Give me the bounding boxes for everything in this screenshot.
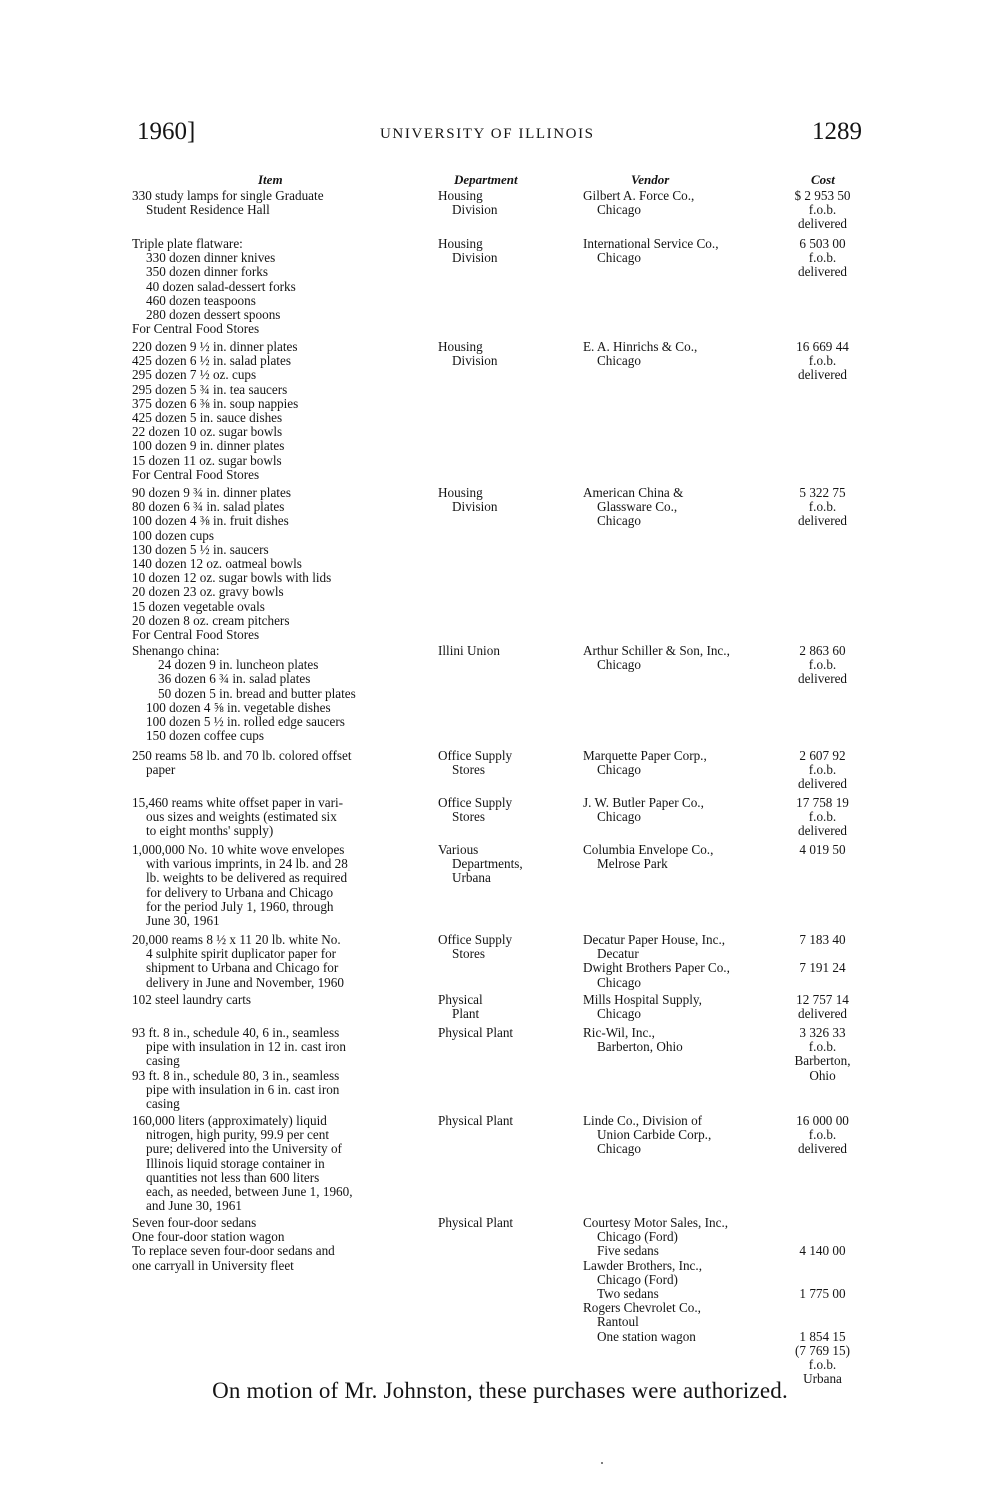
department-cell-line: Housing	[438, 188, 483, 203]
item-description-line: 295 dozen 5 ¾ in. tea saucers	[132, 381, 288, 397]
cost-cell	[780, 993, 865, 1021]
vendor-cell	[583, 993, 783, 1021]
vendor-cell	[583, 340, 783, 368]
item-description	[132, 796, 432, 839]
vendor-cell	[583, 1114, 783, 1157]
vendor-cell-line: One station wagon	[597, 1328, 696, 1344]
cost-cell-line: $ 2 953 50	[794, 188, 851, 203]
item-description-line: 20 dozen 8 oz. cream pitchers	[132, 612, 290, 628]
item-description-line: with various imprints, in 24 lb. and 28	[146, 856, 348, 872]
item-description-line: Seven four-door sedans	[132, 1215, 257, 1230]
vendor-cell-line: Chicago	[597, 657, 641, 673]
item-description-line: For Central Food Stores	[132, 466, 260, 482]
vendor-cell-line: Union Carbide Corp.,	[597, 1127, 712, 1143]
item-description	[132, 1026, 432, 1111]
cost-cell-line: Urbana	[803, 1371, 842, 1387]
vendor-cell-line: J. W. Butler Paper Co.,	[583, 795, 704, 810]
item-description-line: Illinois liquid storage container in	[146, 1155, 325, 1171]
cost-cell-line: f.o.b.	[808, 250, 837, 266]
item-description-line: each, as needed, between June 1, 1960,	[146, 1183, 353, 1199]
cost-cell-line: 5 322 75	[799, 485, 846, 500]
cost-cell-line: 1 775 00	[799, 1285, 846, 1301]
department-cell	[438, 189, 578, 217]
item-description-line: lb. weights to be delivered as required	[146, 870, 348, 886]
vendor-cell-line: Dwight Brothers Paper Co.,	[583, 960, 730, 976]
department-cell	[438, 1026, 578, 1040]
cost-cell-line: 2 607 92	[799, 748, 846, 763]
item-description-line: casing	[146, 1053, 180, 1069]
item-description-line: 100 dozen 5 ½ in. rolled edge saucers	[146, 713, 345, 729]
vendor-cell-line: Chicago	[597, 1006, 641, 1022]
vendor-cell-line: Chicago	[597, 809, 641, 825]
cost-cell-line: 1 854 15	[799, 1328, 846, 1344]
column-header-vendor: Vendor	[631, 172, 670, 187]
cost-cell-line: delivered	[797, 264, 848, 280]
vendor-cell-line: Chicago	[597, 762, 641, 778]
cost-cell-line: 4 140 00	[799, 1243, 846, 1259]
column-header-department: Department	[454, 172, 518, 187]
cost-cell-line: delivered	[797, 1141, 848, 1157]
item-description-line: 425 dozen 6 ½ in. salad plates	[132, 353, 291, 369]
vendor-cell-line: Five sedans	[597, 1243, 659, 1259]
vendor-cell	[583, 749, 783, 777]
item-description	[132, 189, 432, 217]
department-cell-line: Departments,	[452, 856, 523, 872]
cost-cell-line: Barberton,	[794, 1053, 851, 1069]
item-description-line: 15 dozen 11 oz. sugar bowls	[132, 452, 282, 468]
item-description-line: casing	[146, 1095, 180, 1111]
item-description	[132, 340, 432, 482]
vendor-cell	[583, 189, 783, 217]
item-description-line: 425 dozen 5 in. sauce dishes	[132, 409, 283, 425]
vendor-cell-line: Chicago	[597, 1141, 641, 1157]
item-description-line: 140 dozen 12 oz. oatmeal bowls	[132, 555, 302, 571]
item-description-line: Student Residence Hall	[146, 202, 270, 218]
vendor-cell-line: American China &	[583, 485, 684, 500]
cost-cell-line: delivered	[797, 776, 848, 792]
vendor-cell	[583, 644, 783, 672]
vendor-cell-line: Ric-Wil, Inc.,	[583, 1025, 655, 1040]
item-description	[132, 1114, 432, 1213]
cost-cell-line: delivered	[797, 513, 848, 529]
item-description-line: 150 dozen coffee cups	[146, 728, 265, 744]
cost-cell-line: f.o.b.	[808, 1039, 837, 1055]
item-description-line: quantities not less than 600 liters	[146, 1169, 320, 1185]
department-cell-line: Physical Plant	[438, 1113, 514, 1128]
item-description-line: 460 dozen teaspoons	[146, 292, 256, 308]
item-description-line: June 30, 1961	[146, 912, 220, 928]
item-description-line: pipe with insulation in 6 in. cast iron	[146, 1081, 340, 1097]
item-description-line: 330 study lamps for single Graduate	[132, 188, 324, 203]
department-cell-line: Division	[452, 250, 498, 266]
item-description-line: 220 dozen 9 ½ in. dinner plates	[132, 339, 298, 354]
vendor-cell	[583, 237, 783, 265]
item-description-line: nitrogen, high purity, 99.9 per cent	[146, 1127, 329, 1143]
department-cell-line: Stores	[452, 762, 485, 778]
item-description-line: Triple plate flatware:	[132, 236, 243, 251]
item-description	[132, 749, 432, 777]
item-description-line: 250 reams 58 lb. and 70 lb. colored offset	[132, 748, 352, 763]
item-description-line: ous sizes and weights (estimated six	[146, 809, 337, 825]
cost-cell-line	[780, 976, 865, 990]
cost-cell	[780, 843, 865, 857]
cost-cell	[780, 796, 865, 839]
vendor-cell	[583, 796, 783, 824]
cost-cell-line: 4 019 50	[799, 842, 846, 857]
item-description-line: 22 dozen 10 oz. sugar bowls	[132, 424, 283, 440]
cost-cell	[780, 237, 865, 280]
cost-cell-line: 3 326 33	[799, 1025, 846, 1040]
cost-cell-line: 2 863 60	[799, 643, 846, 658]
cost-cell-line: f.o.b.	[808, 809, 837, 825]
item-description-line: to eight months' supply)	[146, 823, 274, 839]
department-cell-line: Illini Union	[438, 643, 500, 658]
cost-cell	[780, 1026, 865, 1083]
cost-cell-line: 12 757 14	[796, 992, 849, 1007]
cost-cell	[780, 933, 865, 990]
item-description-line: 80 dozen 6 ¾ in. salad plates	[132, 499, 285, 515]
item-description-line: To replace seven four-door sedans and	[132, 1243, 335, 1259]
department-cell-line: Stores	[452, 946, 485, 962]
department-cell	[438, 749, 578, 777]
department-cell-line: Division	[452, 202, 498, 218]
cost-cell-line: delivered	[797, 216, 848, 232]
item-description-line: 100 dozen 9 in. dinner plates	[132, 438, 285, 454]
print-speck	[601, 1462, 603, 1464]
item-description-line: 93 ft. 8 in., schedule 40, 6 in., seamless	[132, 1025, 340, 1040]
motion-statement: On motion of Mr. Johnston, these purchases were authorized.	[212, 1378, 788, 1403]
vendor-cell	[583, 1026, 783, 1054]
department-cell	[438, 1216, 578, 1230]
cost-cell-line: f.o.b.	[808, 657, 837, 673]
cost-cell	[780, 644, 865, 687]
item-description-line: 160,000 liters (approximately) liquid	[132, 1113, 327, 1128]
vendor-cell-line: Linde Co., Division of	[583, 1113, 703, 1128]
department-cell-line: Physical Plant	[438, 1215, 514, 1230]
vendor-cell-line: Chicago	[597, 250, 641, 266]
vendor-cell-line: International Service Co.,	[583, 236, 719, 251]
item-description-line: 100 dozen 4 ⅝ in. vegetable dishes	[146, 699, 331, 715]
item-description-line: 100 dozen cups	[132, 527, 215, 543]
item-description-line: 36 dozen 6 ¾ in. salad plates	[158, 671, 311, 687]
cost-cell	[780, 749, 865, 792]
item-description-line: 24 dozen 9 in. luncheon plates	[158, 657, 319, 673]
cost-cell-line: f.o.b.	[808, 353, 837, 369]
department-cell-line: Office Supply	[438, 932, 513, 947]
cost-cell-line: 7 191 24	[799, 960, 846, 976]
item-description-line: for the period July 1, 1960, through	[146, 898, 334, 914]
item-description-line: 330 dozen dinner knives	[146, 250, 276, 266]
department-cell-line: Division	[452, 499, 498, 515]
item-description	[132, 993, 432, 1007]
cost-cell-line: 16 000 00	[796, 1113, 849, 1128]
vendor-cell-line: Melrose Park	[597, 856, 668, 872]
item-description	[132, 933, 432, 990]
item-description-line: Shenango china:	[132, 643, 220, 658]
cost-cell-line: f.o.b.	[808, 202, 837, 218]
cost-cell-line	[780, 1273, 865, 1287]
cost-cell-line: 16 669 44	[796, 339, 849, 354]
vendor-cell-line: Marquette Paper Corp.,	[583, 748, 707, 763]
department-cell-line: Office Supply	[438, 795, 513, 810]
item-description-line: 1,000,000 No. 10 white wove envelopes	[132, 842, 345, 857]
vendor-cell-line: Chicago (Ford)	[597, 1271, 678, 1287]
item-description	[132, 486, 432, 642]
vendor-cell-line: Courtesy Motor Sales, Inc.,	[583, 1215, 729, 1230]
item-description-line: shipment to Urbana and Chicago for	[146, 960, 339, 976]
department-cell-line: Physical Plant	[438, 1025, 514, 1040]
item-description-line: 15 dozen vegetable ovals	[132, 598, 265, 614]
department-cell	[438, 340, 578, 368]
cost-cell-line	[780, 947, 865, 961]
cost-cell-line	[780, 1315, 865, 1329]
vendor-cell-line: Rogers Chevrolet Co.,	[583, 1300, 701, 1316]
cost-cell-line: 7 183 40	[799, 932, 846, 947]
vendor-cell-line: Two sedans	[597, 1285, 659, 1301]
cost-cell-line: 6 503 00	[799, 236, 846, 251]
item-description-line: 350 dozen dinner forks	[146, 264, 268, 280]
cost-cell-line	[780, 1301, 865, 1315]
cost-cell-line: delivered	[797, 367, 848, 383]
item-description-line: 130 dozen 5 ½ in. saucers	[132, 541, 269, 557]
item-description-line: for delivery to Urbana and Chicago	[146, 884, 334, 900]
department-cell-line: Urbana	[452, 870, 491, 886]
vendor-cell-line: Chicago (Ford)	[597, 1229, 678, 1245]
item-description-line: paper	[146, 762, 176, 778]
header-page-number: 1289	[812, 118, 862, 145]
item-description-line: 20 dozen 23 oz. gravy bowls	[132, 584, 284, 600]
cost-cell-line	[780, 1216, 865, 1230]
cost-cell-line: Ohio	[809, 1067, 836, 1083]
department-cell	[438, 237, 578, 265]
cost-cell-line: delivered	[797, 823, 848, 839]
department-cell	[438, 486, 578, 514]
item-description-line: For Central Food Stores	[132, 626, 260, 642]
vendor-cell-line: Chicago	[597, 202, 641, 218]
cost-cell	[780, 189, 865, 232]
column-header-item: Item	[258, 172, 283, 187]
item-description-line: 295 dozen 7 ½ oz. cups	[132, 367, 257, 383]
vendor-cell-line: Chicago	[597, 513, 641, 529]
cost-cell	[780, 486, 865, 529]
header-year: 1960]	[137, 118, 196, 145]
item-description-line: 93 ft. 8 in., schedule 80, 3 in., seamless	[132, 1067, 340, 1083]
vendor-cell-line: Gilbert A. Force Co.,	[583, 188, 695, 203]
department-cell	[438, 796, 578, 824]
cost-cell-line: delivered	[797, 1006, 848, 1022]
item-description-line: 102 steel laundry carts	[132, 992, 252, 1007]
item-description-line: 15,460 reams white offset paper in vari-	[132, 795, 344, 810]
item-description-line: 10 dozen 12 oz. sugar bowls with lids	[132, 570, 332, 586]
item-description	[132, 237, 432, 336]
department-cell-line: Plant	[452, 1006, 480, 1022]
item-description-line: 375 dozen 6 ⅜ in. soup nappies	[132, 395, 299, 411]
item-description-line: one carryall in University fleet	[132, 1257, 294, 1273]
vendor-cell	[583, 1216, 783, 1344]
department-cell-line: Various	[438, 842, 479, 857]
vendor-cell-line: Arthur Schiller & Son, Inc.,	[583, 643, 730, 658]
cost-cell	[780, 1114, 865, 1157]
running-header	[0, 118, 1000, 152]
cost-cell-line	[780, 1259, 865, 1273]
item-description-line: pure; delivered into the University of	[146, 1141, 342, 1157]
cost-cell-line: f.o.b.	[808, 762, 837, 778]
cost-cell-line	[780, 1230, 865, 1244]
department-cell-line: Stores	[452, 809, 485, 825]
item-description-line: 100 dozen 4 ⅜ in. fruit dishes	[132, 513, 289, 529]
vendor-cell-line: Lawder Brothers, Inc.,	[583, 1257, 703, 1273]
cost-cell-line: delivered	[797, 671, 848, 687]
item-description-line: delivery in June and November, 1960	[146, 974, 344, 990]
vendor-cell	[583, 486, 783, 529]
item-description-line: 50 dozen 5 in. bread and butter plates	[158, 685, 356, 701]
item-description-line: 40 dozen salad-dessert forks	[146, 278, 296, 294]
department-cell-line: Housing	[438, 485, 483, 500]
item-description	[132, 644, 432, 743]
cost-cell-line: (7 769 15)	[795, 1342, 850, 1358]
cost-cell	[780, 340, 865, 383]
department-cell-line: Division	[452, 353, 498, 369]
department-cell-line: Housing	[438, 236, 483, 251]
item-description	[132, 1216, 432, 1273]
cost-cell-line: 17 758 19	[796, 795, 849, 810]
vendor-cell-line: Glassware Co.,	[597, 499, 678, 515]
department-cell	[438, 1114, 578, 1128]
item-description-line: One four-door station wagon	[132, 1229, 285, 1245]
department-cell	[438, 644, 578, 658]
item-description-line: pipe with insulation in 12 in. cast iron	[146, 1039, 346, 1055]
vendor-cell-line: Decatur Paper House, Inc.,	[583, 932, 726, 947]
item-description-line: and June 30, 1961	[146, 1198, 242, 1214]
item-description-line: For Central Food Stores	[132, 321, 260, 337]
department-cell	[438, 993, 578, 1021]
vendor-cell	[583, 843, 783, 871]
cost-cell	[780, 1216, 865, 1386]
vendor-cell-line: Decatur	[597, 946, 639, 962]
cost-cell-line: f.o.b.	[808, 1356, 837, 1372]
vendor-cell	[583, 933, 783, 990]
department-cell	[438, 843, 578, 886]
department-cell-line: Office Supply	[438, 748, 513, 763]
item-description-line: 280 dozen dessert spoons	[146, 306, 281, 322]
vendor-cell-line: Chicago	[597, 974, 641, 990]
item-description-line: 4 sulphite spirit duplicator paper for	[146, 946, 337, 962]
vendor-cell-line: Barberton, Ohio	[597, 1039, 683, 1055]
cost-cell-line: f.o.b.	[808, 1127, 837, 1143]
item-description-line: 20,000 reams 8 ½ x 11 20 lb. white No.	[132, 932, 341, 947]
header-title: UNIVERSITY OF ILLINOIS	[380, 126, 595, 142]
item-description	[132, 843, 432, 928]
vendor-cell-line: Columbia Envelope Co.,	[583, 842, 714, 857]
vendor-cell-line: E. A. Hinrichs & Co.,	[583, 339, 698, 354]
column-header-cost: Cost	[811, 172, 835, 187]
vendor-cell-line: Rantoul	[597, 1314, 639, 1330]
department-cell-line: Physical	[438, 992, 483, 1007]
cost-cell-line: f.o.b.	[808, 499, 837, 515]
vendor-cell-line: Mills Hospital Supply,	[583, 992, 702, 1007]
item-description-line: 90 dozen 9 ¾ in. dinner plates	[132, 485, 291, 500]
vendor-cell-line: Chicago	[597, 353, 641, 369]
department-cell	[438, 933, 578, 961]
department-cell-line: Housing	[438, 339, 483, 354]
